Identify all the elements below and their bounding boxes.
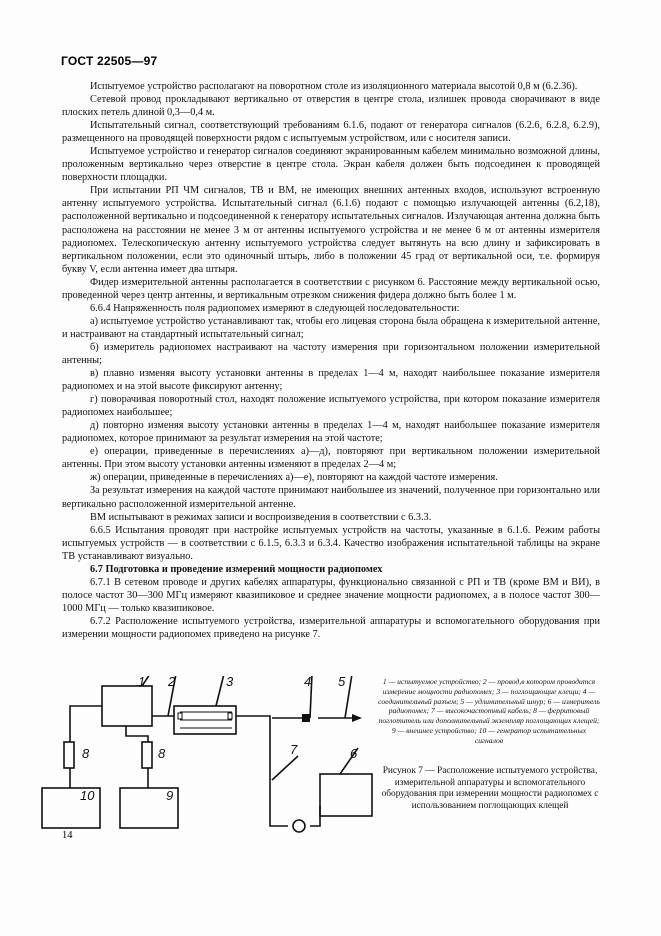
label-4: 4 <box>304 676 312 689</box>
cable-loop <box>293 820 305 832</box>
label-1: 1 <box>138 676 146 689</box>
ferrite-absorber-left <box>64 742 74 768</box>
paragraph: 6.7.2 Расположение испытуемого устройства, измерительной аппаратуры и вспомогательного оборудования при измерении мощности радиопомех приведено на рисунке 7. <box>62 615 600 640</box>
paragraph: Испытуемое устройство и генератор сигналов соединяют экранированным кабелем минимально возможной длины, проложенным вертикально через отверстие в центре стола. Экран кабеля должен быть подсоединен к проводящей поверхности площадки. <box>62 146 600 184</box>
label-5: 5 <box>338 676 346 689</box>
paragraph: ВМ испытывают в режимах записи и воспроизведения в соответствии с 6.3.3. <box>90 511 432 523</box>
figure-7-diagram <box>40 676 380 838</box>
label-2: 2 <box>168 676 176 689</box>
label-10: 10 <box>80 788 95 803</box>
paragraph: Испытуемое устройство располагают на поворотном столе из изоляционного материала высотой 0,8 м (6.2.36). <box>90 81 578 92</box>
figure-legend: 1 — испытуемое устройство; 2 — провод,в котором проводится измерение мощности радиопомех; 3 — поглощающие клещи; 4 — соединительный разъем; 5 — удлинительный шнур; 6 — измеритель радиопомех; 7 — высокочастотный кабель; 8 — ферритовый поглотитель или дополнительный экземпляр поглощающих клещей; 9 — внешнее устройство; 10 — генератор испытательных сигналов <box>378 677 600 745</box>
list-item: б) измеритель радиопомех настраивают на частоту измерения при горизонтальном положении измерительной антенны; <box>62 341 600 366</box>
paragraph: Испытательный сигнал, соответствующий требованиям 6.1.6, подают от генератора сигналов (6.2.6, 6.2.8, 6.2.9), размещенного на проводящей поверхности рядом с испытуемым устройством, или с носителя записи. <box>62 120 600 145</box>
page-number: 14 <box>62 830 73 841</box>
receiver-box <box>320 774 372 816</box>
ferrite-absorber-right <box>142 742 152 768</box>
list-item: а) испытуемое устройство устанавливают так, чтобы его лицевая сторона была обращена к измерительной антенне, и настраивают на стандартный испытательный сигнал; <box>62 315 600 340</box>
paragraph: При испытании РП ЧМ сигналов, ТВ и ВМ, не имеющих внешних антенных входов, используют встроенную антенну испытуемого устройства. Испытательный сигнал (6.1.6) подают с помощью излучающей антенны (6.2,18), расположенной вертикально и подсоединенной к генератору испытательных сигналов. Излучающая антенна должна быть расположена на расстоянии не менее 3 м от антенны испытуемого устройства и не менее 6 м от антенны измерителя радиопомех. Телескопическую антенну испытуемого устройства следует вытянуть на всю длину и зафиксировать в вертикальном положении, если это одиночный штырь, либо в положении 45 град от вертикальной оси, т.е. формируя букву V, если антенна имеет два штыря. <box>62 185 600 275</box>
body-text <box>62 80 600 641</box>
list-item: в) плавно изменяя высоту установки антенны в пределах 1—4 м, находят наибольшее показание измерителя радиопомех и на этой высоте фиксируют антенну; <box>62 368 600 393</box>
label-8-left: 8 <box>82 746 90 761</box>
label-7: 7 <box>290 742 298 757</box>
list-item: г) поворачивая поворотный стол, находят положение испытуемого устройства, при котором показание измерителя радиопомех наибольшее; <box>62 394 600 419</box>
list-item: д) повторно изменяя высоту установки антенны в пределах 1—4 м, находят наибольшее показание измерителя радиопомех, которое принимают за результат измерения на этой частоте; <box>62 420 600 445</box>
paragraph: 6.6.4 Напряженность поля радиопомех измеряют в следующей последовательности: <box>90 302 460 314</box>
figure-caption: Рисунок 7 — Расположение испытуемого устройства, измерительной аппаратуры и вспомогательного оборудования при измерении мощности радиопомех с использованием поглощающих клещей <box>381 766 599 811</box>
paragraph: За результат измерения на каждой частоте принимают наибольшее из значений, полученное при горизонтально или вертикально расположенной измерительной антенне. <box>62 485 600 510</box>
connector <box>302 714 310 722</box>
paragraph: 6.7.1 В сетевом проводе и других кабелях аппаратуры, функционально связанной с РП и ТВ (кроме ВМ и ВИ), в полосе частот 30—300 МГц измеряют квазипиковое и среднее значение мощности радиопомех, а в полосе частот 300—1000 МГц — только квазипиковое. <box>62 576 600 614</box>
paragraph: 6.6.5 Испытания проводят при настройке испытуемых устройств на частоты, указанные в 6.1.6. Режим работы испытуемых устройств — в соответствии с 6.1.5, 6.3.3 и 6.3.4. Качество изображения испытательной таблицы на экране ТВ устанавливают визуально. <box>62 524 600 562</box>
list-item: е) операции, приведенные в перечислениях а)—д), повторяют при вертикальном положении измерительной антенны. При этом высоту установки антенны изменяют в пределах 2—4 м; <box>62 446 600 471</box>
paragraph: Фидер измерительной антенны располагается в соответствии с рисунком 6. Расстояние между вертикальной осью, проведенной через центр антенны, и вертикальным отрезком снижения фидера должно быть более 1 м. <box>62 276 600 301</box>
paragraph: Сетевой провод прокладывают вертикально от отверстия в центре стола, излишек провода сворачивают в виде плоских петель длиной 0,3—0,4 м. <box>62 94 600 119</box>
section-heading: 6.7 Подготовка и проведение измерений мощности радиопомех <box>90 563 383 575</box>
label-9: 9 <box>166 788 174 803</box>
list-item: ж) операции, приведенные в перечислениях а)—е), повторяют на каждой частоте измерения. <box>90 472 498 484</box>
label-6: 6 <box>350 746 358 761</box>
arrow-head <box>352 714 362 722</box>
test-device-box <box>102 686 152 726</box>
label-8-right: 8 <box>158 746 166 761</box>
label-3: 3 <box>226 676 234 689</box>
standard-code-header: ГОСТ 22505—97 <box>61 54 158 68</box>
